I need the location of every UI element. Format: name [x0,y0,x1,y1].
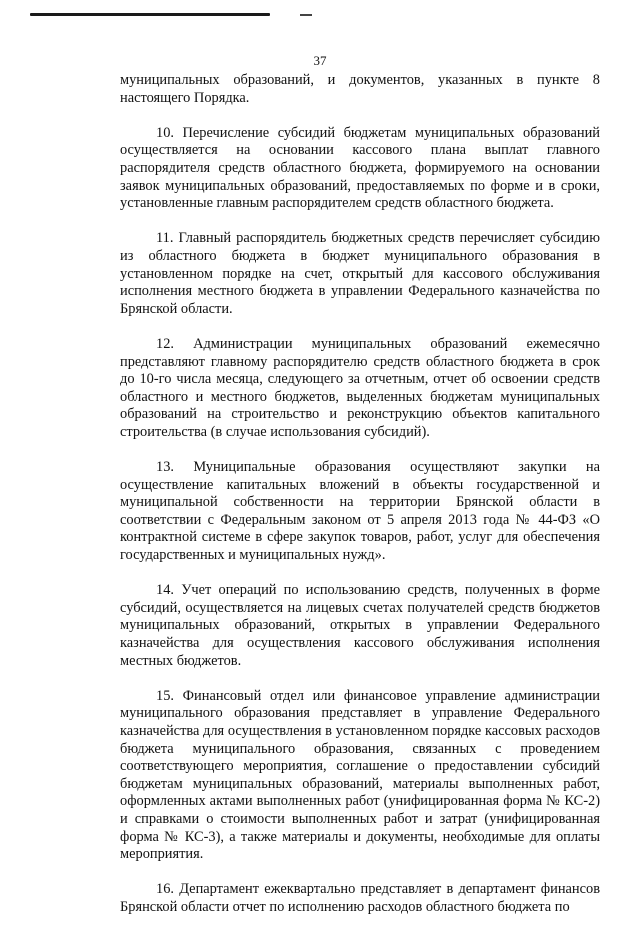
scan-artifact-dash [300,14,312,16]
paragraph-14: 14. Учет операций по использованию средств, полученных в форме субсидий, осуществляется на лицевых счетах получателей средств бюджетов муниципальных образований, открытых в управлении Федерального казначейства для осуществления кассового обслуживания исполнения местных бюджетов. [120,582,600,669]
paragraph-16: 16. Департамент ежеквартально представляет в департамент финансов Брянской области отчет по исполнению расходов областного бюджета по [120,881,600,915]
paragraph-15: 15. Финансовый отдел или финансовое управление администрации муниципального образования представляет в управление Федерального казначейства для осуществления в установленном порядке кассовых расходов бюджета муниципального образования, связанных с проведением соответствующего мероприятия, соглашение о предоставлении субсидий бюджетам муниципальных образований, материалы выполненных работ, оформленных актами выполненных работ (унифицированная форма № КС-2) и справками о стоимости выполненных работ и затрат (унифицированная форма № КС-3), а также материалы и документы, необходимые для оплаты мероприятия. [120,687,600,863]
document-body [120,72,600,934]
paragraph-13: 13. Муниципальные образования осуществляют закупки на осуществление капитальных вложений в объекты государственной и муниципальной собственности на территории Брянской области в соответствии с Федеральным законом от 5 апреля 2013 года № 44-ФЗ «О контрактной системе в сфере закупок товаров, работ, услуг для обеспечения государственных и муниципальных нужд». [120,459,600,564]
page-number: 37 [313,53,327,68]
paragraph-continuation: муниципальных образований, и документов, указанных в пункте 8 настоящего Порядка. [120,72,600,106]
scan-artifact-line [30,13,270,16]
paragraph-10: 10. Перечисление субсидий бюджетам муниципальных образований осуществляется на основании кассового плана выплат главного распорядителя средств областного бюджета, формируемого на основании заявок муниципальных образований, предоставляемых по форме и в сроки, установленные главным распорядителем средств областного бюджета. [120,124,600,212]
paragraph-12: 12. Администрации муниципальных образований ежемесячно представляют главному распорядителю средств областного бюджета в срок до 10-го числа месяца, следующего за отчетным, отчет об освоении средств областного и местного бюджетов, выделенных бюджетам муниципальных образований на строительство и реконструкцию объектов капитального строительства (в случае использования субсидий). [120,335,600,440]
paragraph-11: 11. Главный распорядитель бюджетных средств перечисляет субсидию из областного бюджета в бюджет муниципального образования в установленном порядке на счет, открытый для кассового обслуживания исполнения местного бюджета в управлении Федерального казначейства по Брянской области. [120,230,600,317]
